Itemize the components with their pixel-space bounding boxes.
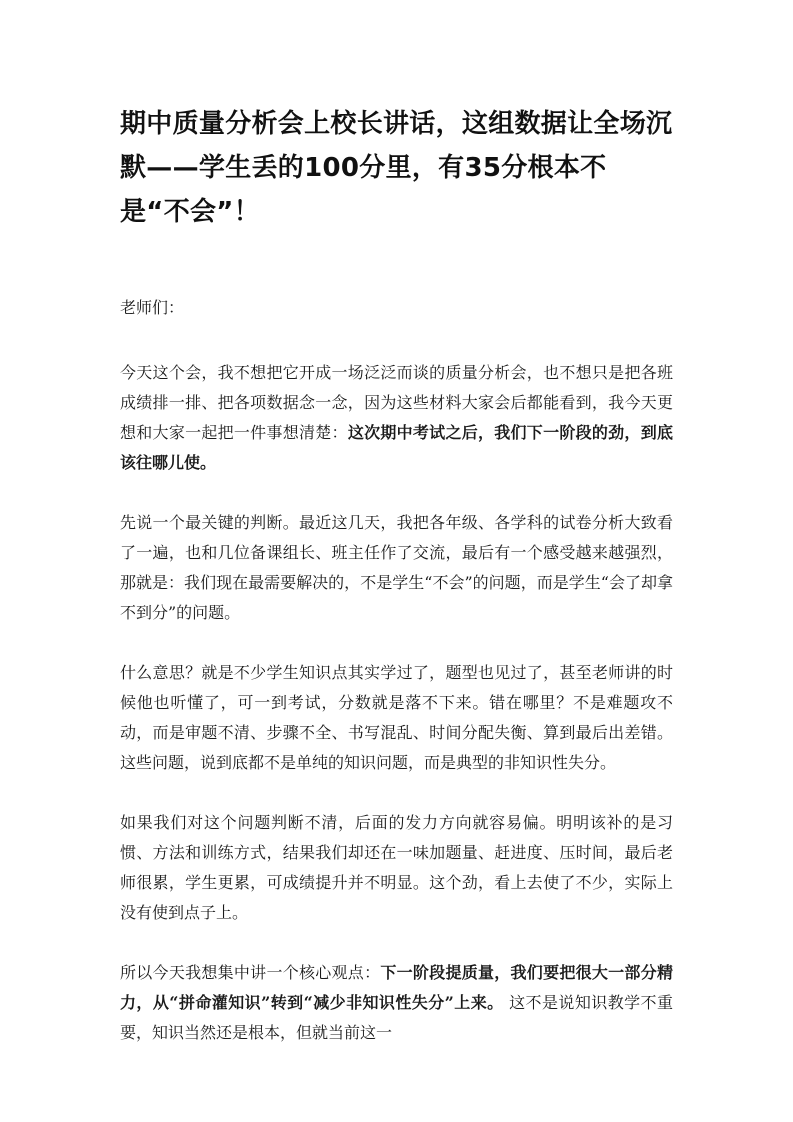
paragraph-2: 先说一个最关键的判断。最近这几天，我把各年级、各学科的试卷分析大致看了一遍，也和几位备课组长、班主任作了交流，最后有一个感受越来越强烈，那就是：我们现在最需要解决的，不是学生“不会”的问题，而是学生“会了却拿不到分”的问题。: [120, 513, 673, 622]
paragraph-4: 如果我们对这个问题判断不清，后面的发力方向就容易偏。明明该补的是习惯、方法和训练方式，结果我们却还在一味加题量、赶进度、压时间，最后老师很累，学生更累，可成绩提升并不明显。这个劲，看上去使了不少，实际上没有使到点子上。: [120, 813, 673, 922]
paragraph-3: 什么意思？就是不少学生知识点其实学过了，题型也见过了，甚至老师讲的时候他也听懂了，可一到考试，分数就是落不下来。错在哪里？不是难题攻不动，而是审题不清、步骤不全、书写混乱、时间分配失衡、算到最后出差错。这些问题，说到底都不是单纯的知识问题，而是典型的非知识性失分。: [120, 663, 673, 772]
paragraph-5-emphasis: 下一阶段提质量，我们要把很大一部分精力，从“拼命灌知识”转到“减少非知识性失分”上来。: [120, 963, 673, 1012]
article-title: 期中质量分析会上校长讲话，这组数据让全场沉默——学生丢的100分里，有35分根本不是“不会”！: [120, 109, 673, 227]
paragraph-1-text: 今天这个会，我不想把它开成一场泛泛而谈的质量分析会，也不想只是把各班成绩排一排、把各项数据念一念，因为这些材料大家会后都能看到，我今天更想和大家一起把一件事想清楚：: [120, 363, 673, 442]
document-page: [120, 102, 673, 1048]
paragraph-1: [120, 358, 673, 478]
paragraph-1-emphasis: 这次期中考试之后，我们下一阶段的劲，到底该往哪儿使。: [120, 423, 673, 472]
paragraph-5-lead: 所以今天我想集中讲一个核心观点：: [120, 963, 381, 982]
paragraph-5: [120, 958, 673, 1048]
paragraph-5-tail: 这不是说知识教学不重要，知识当然还是根本，但就当前这一: [120, 993, 673, 1042]
salutation: 老师们：: [120, 298, 185, 317]
